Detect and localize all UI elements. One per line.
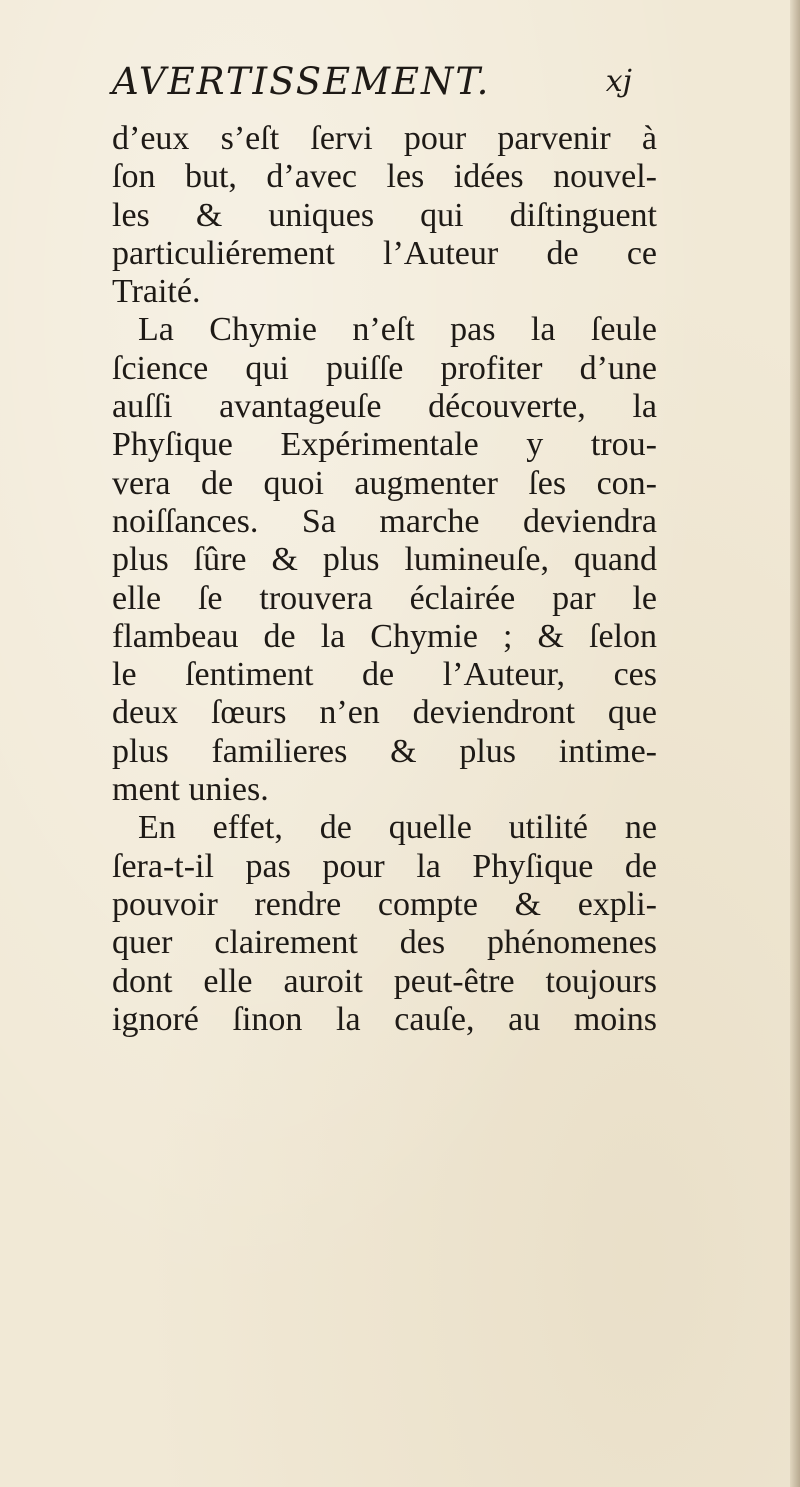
text-line: En effet, de quelle utilité ne (138, 809, 657, 847)
text-line: Phyſique Expérimentale y trou- (112, 426, 657, 464)
page-header (112, 60, 632, 104)
text-line: plus familieres & plus intime- (112, 732, 657, 770)
text-line: elle ſe trouvera éclairée par le (112, 579, 657, 617)
text-line: particuliérement l’Auteur de ce (112, 234, 657, 272)
text-line: ſon but, d’avec les idées nouvel- (112, 158, 657, 196)
text-line: noiſſances. Sa marche deviendra (112, 502, 657, 540)
text-line: plus ſûre & plus lumineuſe, quand (112, 541, 657, 579)
text-line: ignoré ſinon la cauſe, au moins (112, 1000, 657, 1038)
text-line: d’eux s’eſt ſervi pour parvenir à (112, 120, 657, 157)
text-line: les & uniques qui diſtinguent (112, 196, 657, 234)
text-line: flambeau de la Chymie ; & ſelon (112, 617, 657, 655)
running-title: AVERTISSEMENT. (112, 60, 491, 103)
text-line: vera de quoi augmenter ſes con- (112, 464, 657, 502)
text-line: La Chymie n’eſt pas la ſeule (138, 311, 657, 349)
text-line: dont elle auroit peut-être toujours (112, 962, 657, 1000)
text-line: quer clairement des phénomenes (112, 924, 657, 962)
text-line: pouvoir rendre compte & expli- (112, 885, 657, 923)
text-line: ment unies. (112, 771, 269, 809)
page-edge-shadow (790, 0, 800, 1487)
page-number: xj (605, 64, 632, 99)
text-line: deux ſœurs n’en deviendront que (112, 694, 657, 732)
text-line: le ſentiment de l’Auteur, ces (112, 656, 657, 694)
text-line: ſcience qui puiſſe profiter d’une (112, 349, 657, 387)
body-text (112, 120, 657, 1039)
text-line: ſera-t-il pas pour la Phyſique de (112, 847, 657, 885)
text-line: Traité. (112, 273, 201, 311)
text-line: auſſi avantageuſe découverte, la (112, 388, 657, 426)
